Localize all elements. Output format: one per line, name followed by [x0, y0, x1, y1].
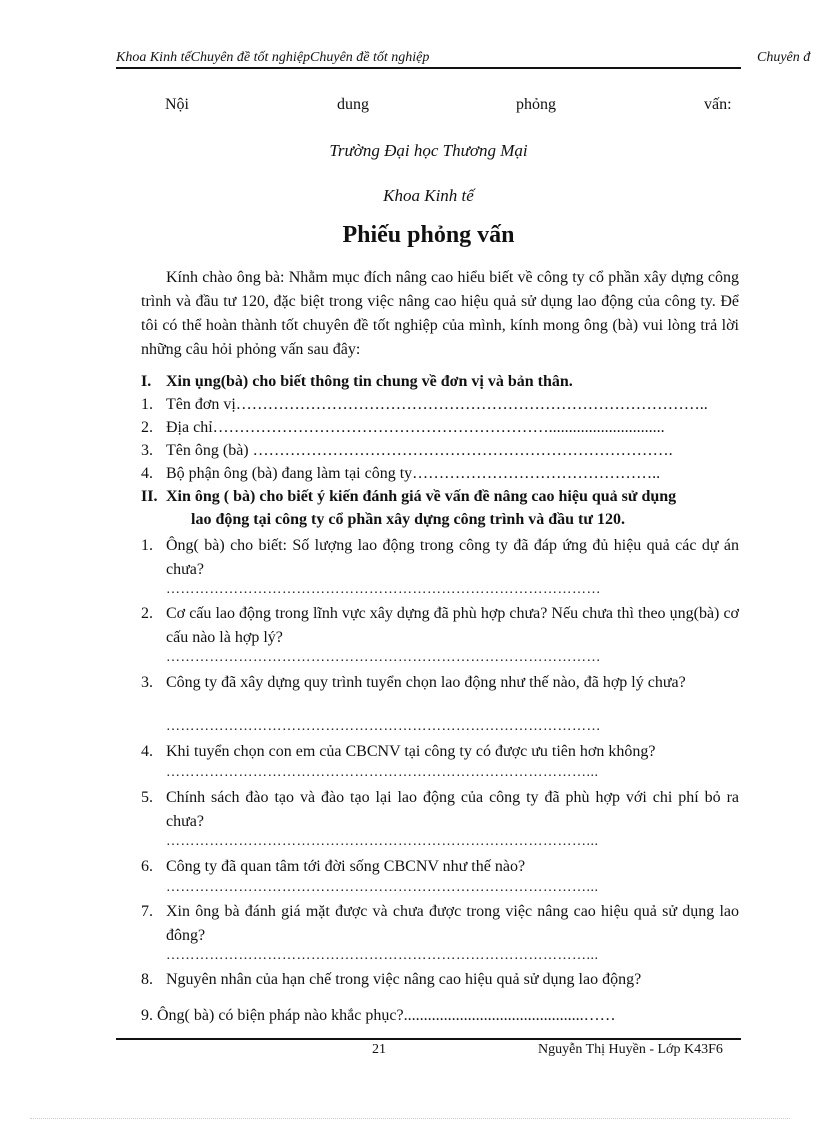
- form-title: Phiếu phỏng vấn: [342, 222, 515, 248]
- question-item: [141, 968, 739, 992]
- question-text: Ông( bà) có biện pháp nào khắc phục?.............................................……: [157, 1007, 616, 1024]
- intro-word-4: vấn:: [704, 96, 732, 113]
- question-number: 1.: [141, 537, 153, 554]
- list-item: [141, 419, 665, 437]
- intro-word-2: dung: [337, 96, 369, 113]
- section-2-title-line-1: Xin ông ( bà) cho biết ý kiến đánh giá về vấn đề nâng cao hiệu quả sử dụng: [166, 488, 677, 505]
- item-number: 2.: [141, 419, 153, 436]
- intro-word-3: phỏng: [516, 96, 556, 113]
- greeting-paragraph: Kính chào ông bà: Nhằm mục đích nâng cao hiểu biết về công ty cổ phần xây dựng công trình và đầu tư 120, đặc biệt trong việc nâng cao hiệu quả sử dụng lao động của công ty. Để tôi có thể hoàn thành tốt chuyên đề tốt nghiệp của mình, kính mong ông (bà) vui lòng trả lời những câu hỏi phỏng vấn sau đây:: [141, 269, 739, 358]
- section-2-heading: [141, 488, 676, 506]
- list-item: [141, 396, 708, 414]
- answer-dots: ……………………………………………………………………………...: [166, 765, 599, 780]
- question-item: [141, 1007, 616, 1025]
- question-item: [141, 740, 739, 764]
- page-number: 21: [372, 1042, 386, 1057]
- running-header-left: Khoa Kinh tếChuyên đề tốt nghiệpChuyên đề tốt nghiệp: [116, 50, 430, 65]
- section-2-title-line-2: lao động tại công ty cổ phần xây dựng công trình và đầu tư 120.: [191, 511, 625, 528]
- question-number: 4.: [141, 743, 153, 760]
- item-text: Bộ phận ông (bà) đang làm tại công ty………………………………………..: [166, 465, 661, 482]
- list-item: [141, 442, 673, 460]
- answer-dots: ………………………………………………………………………………: [166, 719, 601, 734]
- question-number: 7.: [141, 903, 153, 920]
- school-name: Trường Đại học Thương Mại: [329, 141, 528, 160]
- question-number: 5.: [141, 789, 153, 806]
- section-2-number: II.: [141, 488, 158, 505]
- item-text: Địa chỉ……………………………………………………….............................: [166, 419, 665, 436]
- section-1-number: I.: [141, 373, 152, 390]
- item-text: Tên đơn vị……………………………………………………………………………..: [166, 396, 708, 413]
- item-number: 1.: [141, 396, 153, 413]
- running-header-right: Chuyên đ: [757, 50, 811, 65]
- answer-dots: ………………………………………………………………………………: [166, 650, 601, 665]
- question-text: Xin ông bà đánh giá mặt được và chưa được trong việc nâng cao hiệu quả sử dụng lao đông?: [166, 903, 739, 944]
- question-number: 2.: [141, 605, 153, 622]
- footer-rule: [116, 1038, 741, 1040]
- item-text: Tên ông (bà) …………………………………………………………………….: [166, 442, 673, 459]
- page-bottom-divider: [30, 1118, 790, 1119]
- section-1-heading: [141, 373, 573, 391]
- question-item: [141, 855, 739, 879]
- question-text: Chính sách đào tạo và đào tạo lại lao động của công ty đã phù hợp với chi phí bỏ ra chưa?: [166, 789, 739, 830]
- footer-author: Nguyễn Thị Huyền - Lớp K43F6: [538, 1042, 723, 1057]
- item-number: 4.: [141, 465, 153, 482]
- question-text: Cơ cấu lao động trong lĩnh vực xây dựng đã phù hợp chưa? Nếu chưa thì theo ụng(bà) cơ cấu nào là hợp lý?: [166, 605, 739, 646]
- question-number: 6.: [141, 858, 153, 875]
- header-rule: [116, 67, 741, 69]
- intro-word-1: Nội: [165, 96, 189, 113]
- question-item: [141, 671, 739, 695]
- faculty-name: Khoa Kinh tế: [383, 186, 474, 205]
- question-item: [141, 900, 739, 948]
- answer-dots: ……………………………………………………………………………...: [166, 834, 599, 849]
- answer-dots: ……………………………………………………………………………...: [166, 948, 599, 963]
- question-text: Công ty đã xây dựng quy trình tuyển chọn lao động như thế nào, đã hợp lý chưa?: [166, 674, 686, 691]
- answer-dots: ………………………………………………………………………………: [166, 582, 601, 597]
- question-number: 3.: [141, 674, 153, 691]
- list-item: [141, 465, 660, 483]
- question-text: Công ty đã quan tâm tới đời sống CBCNV như thế nào?: [166, 858, 526, 875]
- answer-dots: ……………………………………………………………………………...: [166, 880, 599, 895]
- question-text: Ông( bà) cho biết: Số lượng lao động trong công ty đã đáp ứng đủ hiệu quả các dự án chưa?: [166, 537, 739, 578]
- question-text: Khi tuyển chọn con em của CBCNV tại công ty có được ưu tiên hơn không?: [166, 743, 656, 760]
- question-text: Nguyên nhân của hạn chế trong việc nâng cao hiệu quả sử dụng lao động?: [166, 971, 642, 988]
- question-item: [141, 602, 739, 650]
- question-item: [141, 786, 739, 834]
- question-number: 9.: [141, 1007, 153, 1024]
- item-number: 3.: [141, 442, 153, 459]
- question-number: 8.: [141, 971, 153, 988]
- question-item: [141, 534, 739, 582]
- section-1-title: Xin ụng(bà) cho biết thông tin chung về đơn vị và bản thân.: [166, 373, 573, 390]
